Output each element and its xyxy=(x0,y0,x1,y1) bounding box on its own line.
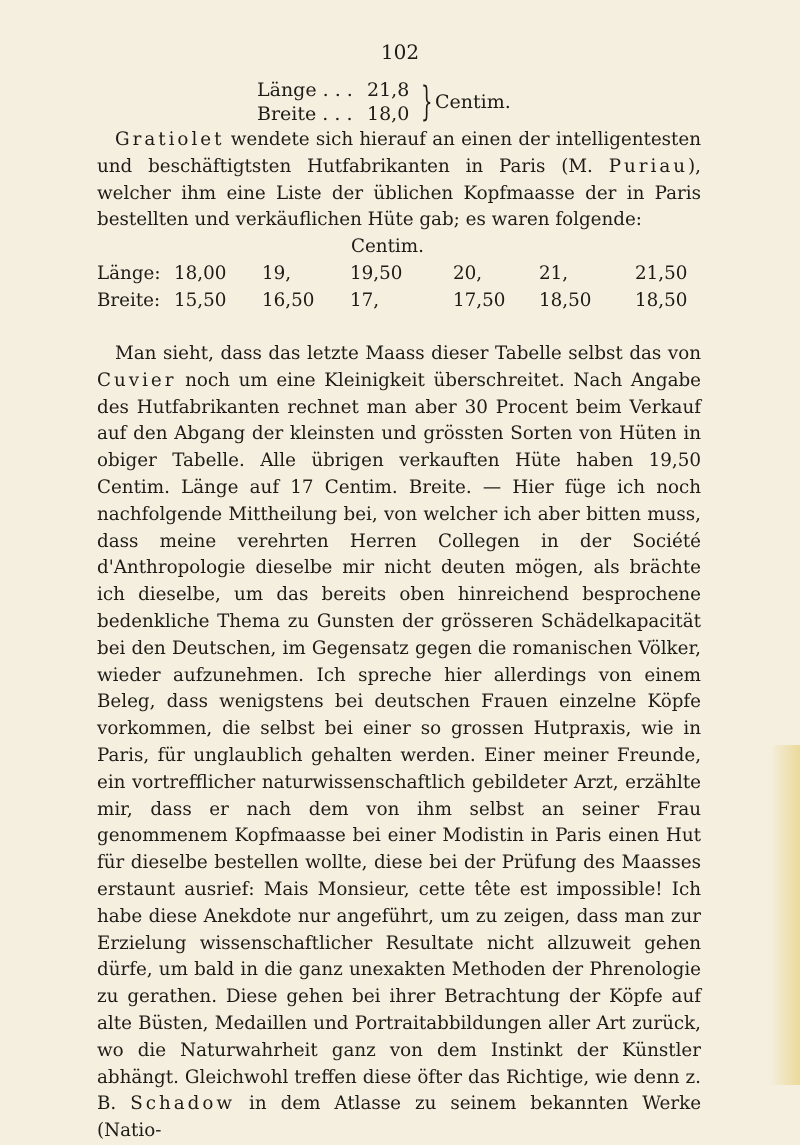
page-number: 102 xyxy=(380,40,420,64)
person-name: Schadow xyxy=(130,1093,236,1115)
paragraph-text: in dem Atlasse zu seinem bekannten Werke (Natio- xyxy=(97,1093,702,1142)
head-measure-block xyxy=(257,78,511,126)
table-cell: 16,50 xyxy=(262,290,315,311)
paragraph-text: ), welcher ihm eine Liste der üblichen Kopfmaasse der in Paris bestellten und verkäuflichen Hüte gab; es waren folgende: xyxy=(97,155,701,231)
table-cell: 18,50 xyxy=(539,290,592,311)
table-row-label: Breite: xyxy=(97,290,161,311)
measure-row-length xyxy=(257,78,419,102)
paragraph-text: Man sieht, dass das letzte Maass dieser Tabelle selbst das von xyxy=(115,343,701,364)
table-cell: 17,50 xyxy=(453,290,506,311)
measure-label: Länge . . . xyxy=(257,79,353,101)
table-cell: 21,50 xyxy=(635,263,688,284)
measure-row-width xyxy=(257,102,419,126)
measure-value: 18,0 xyxy=(367,103,410,125)
author-name: Gratiolet xyxy=(115,129,225,150)
table-cell: 18,50 xyxy=(635,290,688,311)
person-name: Puriau xyxy=(608,155,689,177)
table-row xyxy=(97,288,717,315)
table-cell: 18,00 xyxy=(174,263,227,284)
measure-value: 21,8 xyxy=(367,79,410,101)
measure-label: Breite . . . xyxy=(257,103,353,125)
table-cell: 19,50 xyxy=(350,263,403,284)
table-cell: 21, xyxy=(539,263,569,284)
table-unit: Centim. xyxy=(351,236,424,257)
paragraph-main xyxy=(97,341,701,1145)
measure-unit: Centim. xyxy=(435,91,511,113)
page-stain xyxy=(770,745,800,1085)
paragraph-text: wendete sich hierauf an einen der intelligentesten und beschäftigtsten Hutfabrikanten in Paris (M. xyxy=(97,129,701,177)
table-cell: 19, xyxy=(262,263,292,284)
paragraph-text: noch um eine Kleinigkeit überschreitet. Nach Angabe des Hutfabrikanten rechnet man aber 30 Procent beim Verkauf auf den Abgang der kleinsten und grössten Sorten von Hüten in obiger Tabelle. Alle übrigen verkauften Hüte haben 19,50 Centim. Länge auf 17 Centim. Breite. — Hier füge ich noch nachfolgende Mittheilung bei, von welcher ich aber bitten muss, dass meine verehrten Herren Collegen in der Société d'Anthropologie dieselbe mir nicht deuten mögen, als brächte ich dieselbe, um das bereits oben hinreichend besprochene bedenkliche Thema zu Gunsten der grösseren Schädelkapacität bei den Deutschen, im Gegensatz gegen die romanischen Völker, wieder aufzunehmen. Ich spreche hier allerdings von einem Beleg, dass wenigstens bei deutschen Frauen einzelne Köpfe vorkommen, die selbst bei einer so grossen Hutpraxis, wie in Paris, für unglaublich gehalten werden. Einer meiner Freunde, ein vortrefflicher naturwissenschaftlich gebildeter Arzt, erzählte mir, dass er nach dem von ihm selbst an seiner Frau genommenem Kopfmaasse bei einer Modistin in Paris einen Hut für dieselbe bestellen wollte, diese bei der Prüfung des Maasses erstaunt ausrief: Mais Monsieur, cette tête est impossible! Ich habe diese Anekdote nur angeführt, um zu zeigen, dass man zur Erzielung wissenschaftlicher Resultate nicht allzuweit gehen dürfe, um bald in die ganz unexakten Methoden der Phrenologie zu gerathen. Diese gehen bei ihrer Betrachtung der Köpfe auf alte Büsten, Medaillen und Portraitabbildungen aller Art zurück, wo die Naturwahrheit ganz von dem Instinkt der Künstler abhängt. Gleichwohl treffen diese öfter das Richtige, wie denn z. B. xyxy=(97,369,701,1115)
table-row xyxy=(97,261,717,288)
table-cell: 15,50 xyxy=(174,290,227,311)
table-cell: 20, xyxy=(453,263,483,284)
table-row-label: Länge: xyxy=(97,263,161,284)
paragraph-gratiolet xyxy=(97,127,701,234)
brace: } xyxy=(421,79,433,125)
person-name: Cuvier xyxy=(97,369,177,391)
table-cell: 17, xyxy=(350,290,380,311)
